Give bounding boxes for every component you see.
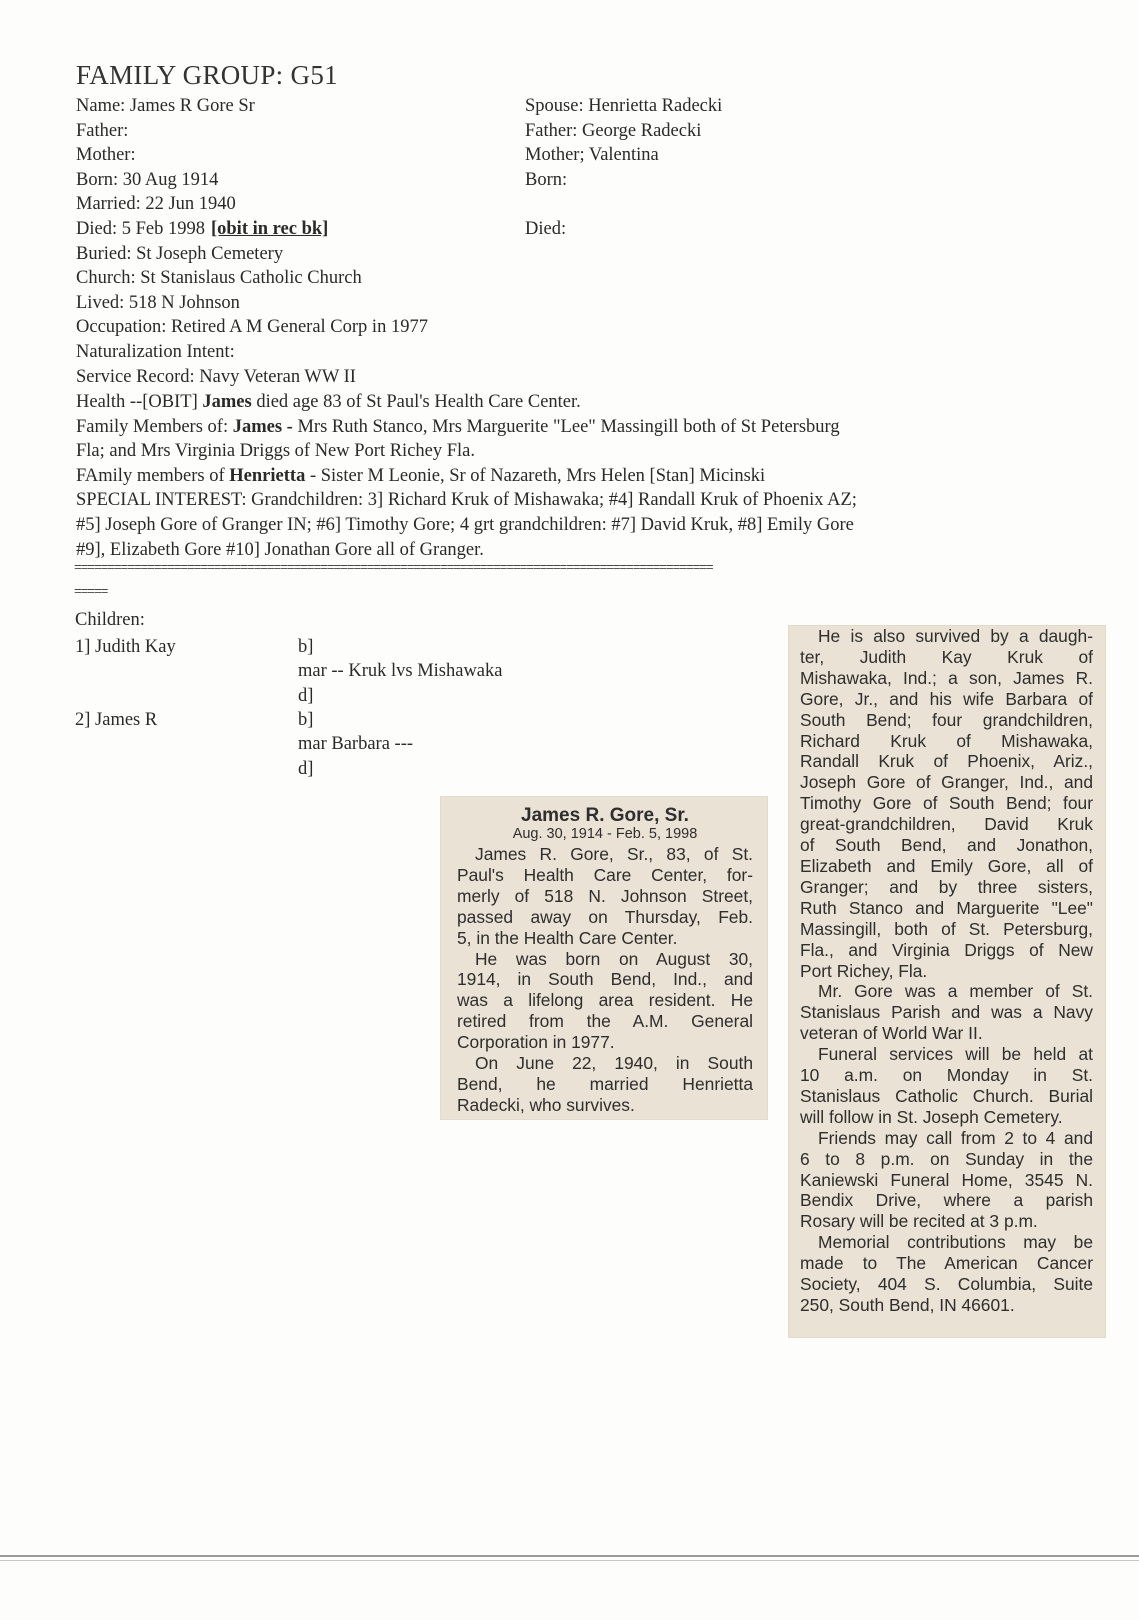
health-rest: died age 83 of St Paul's Health Care Center.: [251, 392, 581, 412]
obituary-clipping-1: [441, 797, 767, 1119]
clip2-line: 10 a.m. on Monday in St.: [800, 1065, 1093, 1086]
child-2-details: [298, 708, 413, 781]
clip2-line: Bendix Drive, where a parish: [800, 1190, 1093, 1211]
spouse-details: [525, 94, 722, 242]
clip2-line: Stanislaus Catholic Church. Burial: [800, 1085, 1093, 1106]
obituary-clipping-2: [789, 626, 1105, 1337]
hfamily-rest: - Sister M Leonie, Sr of Nazareth, Mrs Helen [Stan] Micinski: [305, 465, 766, 486]
child-1-married: mar -- Kruk lvs Mishawaka: [298, 661, 503, 682]
clip2-line: Elizabeth and Emily Gore, all of: [800, 855, 1093, 876]
husband-born: Born: 30 Aug 1914: [76, 169, 219, 190]
special-interest-1: SPECIAL INTEREST: Grandchildren: 3] Richard Kruk of Mishawaka; #4] Randall Kruk of Phoenix AZ;: [76, 490, 857, 511]
clip2-line: made to The American Cancer: [800, 1253, 1093, 1274]
family-prefix: Family Members of:: [76, 416, 233, 437]
clip2-line: Gore, Jr., and his wife Barbara of: [800, 688, 1093, 709]
clip2-line: 6 to 8 p.m. on Sunday in the: [800, 1148, 1093, 1169]
clip2-line: Port Richey, Fla.: [800, 960, 928, 981]
clip1-line: Bend, he married Henrietta: [457, 1073, 753, 1094]
clip2-line: He is also survived by a daugh-: [818, 626, 1093, 646]
clip2-line: veteran of World War II.: [800, 1023, 983, 1044]
family-name: James -: [232, 416, 298, 437]
husband-church: Church: St Stanislaus Catholic Church: [76, 268, 362, 289]
child-2-born: b]: [298, 710, 314, 730]
clip1-line: On June 22, 1940, in South: [475, 1053, 753, 1074]
clip2-line: great-grandchildren, David Kruk: [800, 814, 1093, 835]
clip2-line: Society, 404 S. Columbia, Suite: [800, 1274, 1093, 1295]
clip2-line: Mishawaka, Ind.; a son, James R.: [800, 667, 1093, 688]
clip2-line: Fla., and Virginia Driggs of New: [800, 939, 1093, 960]
husband-died: Died: 5 Feb 1998: [76, 218, 205, 239]
clip1-line: Radecki, who survives.: [457, 1094, 635, 1115]
clip2-line: Kaniewski Funeral Home, 3545 N.: [800, 1169, 1093, 1190]
husband-mother: Mother:: [76, 145, 136, 166]
clip1-line: retired from the A.M. General: [457, 1011, 753, 1032]
clip2-line: of South Bend, and Jonathon,: [800, 835, 1093, 856]
clip2-line: Randall Kruk of Phoenix, Ariz.,: [800, 751, 1093, 772]
special-interest-3: #9], Elizabeth Gore #10] Jonathan Gore all of Granger.: [76, 539, 484, 560]
clip2-line: Timothy Gore of South Bend; four: [800, 793, 1093, 814]
clip2-line: Mr. Gore was a member of St.: [818, 981, 1093, 1002]
health-note: [76, 390, 857, 415]
child-1-died: d]: [298, 685, 314, 706]
clip2-line: Rosary will be recited at 3 p.m.: [800, 1211, 1038, 1232]
husband-lived: Lived: 518 N Johnson: [76, 292, 240, 313]
husband-buried: Buried: St Joseph Cemetery: [76, 243, 284, 264]
child-2-married: mar Barbara ---: [298, 734, 414, 755]
spouse-born: Born:: [525, 169, 568, 190]
hfamily-name: Henrietta: [229, 465, 306, 486]
clip2-line: Friends may call from 2 to 4 and: [818, 1127, 1093, 1148]
clip1-line: Corporation in 1977.: [457, 1032, 615, 1053]
clip1-line: He was born on August 30,: [475, 948, 753, 969]
children-label: Children:: [75, 610, 145, 630]
clip2-line: Granger; and by three sisters,: [800, 876, 1093, 897]
family-members-note-cont: Fla; and Mrs Virginia Driggs of New Port Richey Fla.: [76, 441, 476, 462]
page-title: FAMILY GROUP: G51: [76, 60, 338, 90]
clip2-line: Stanislaus Parish and was a Navy: [800, 1002, 1093, 1023]
obituary-dates: Aug. 30, 1914 - Feb. 5, 1998: [512, 826, 698, 842]
scan-edge-line: [0, 1555, 1139, 1557]
health-name: James: [202, 392, 252, 412]
health-prefix: Health --[OBIT]: [76, 392, 203, 412]
child-1-name: 1] Judith Kay: [75, 637, 176, 657]
husband-died-row: [76, 217, 428, 242]
spouse-died: Died:: [525, 218, 567, 239]
clip1-line: 1914, in South Bend, Ind., and: [457, 969, 753, 990]
husband-name: Name: James R Gore Sr: [76, 96, 255, 116]
husband-service: Service Record: Navy Veteran WW II: [76, 366, 356, 387]
separator-line: ================================================================================================: [74, 560, 713, 575]
obit-note: [obit in rec bk]: [210, 218, 329, 239]
child-1-born: b]: [298, 637, 314, 657]
husband-father: Father:: [76, 120, 129, 141]
special-interest-2: #5] Joseph Gore of Granger IN; #6] Timothy Gore; 4 grt grandchildren: #7] David Kruk, #8] Emily Gore: [76, 514, 854, 535]
hfamily-prefix: FAmily members of: [76, 465, 230, 486]
family-rest: Mrs Ruth Stanco, Mrs Marguerite "Lee" Massingill both of St Petersburg: [297, 416, 840, 437]
spouse-mother: Mother; Valentina: [525, 145, 659, 166]
clip2-line: South Bend; four grandchildren,: [800, 709, 1093, 730]
husband-details: [76, 94, 428, 389]
clip1-line: 5, in the Health Care Center.: [457, 927, 678, 948]
clip1-line: passed away on Thursday, Feb.: [457, 906, 753, 927]
obituary-heading: James R. Gore, Sr.: [521, 805, 689, 826]
clip1-line: Paul's Health Care Center, for-: [457, 864, 753, 885]
clip2-line: Massingill, both of St. Petersburg,: [800, 918, 1093, 939]
husband-occupation: Occupation: Retired A M General Corp in 1977: [76, 317, 428, 338]
spouse-name: Spouse: Henrietta Radecki: [525, 96, 723, 116]
child-2-died: d]: [298, 758, 314, 779]
clip2-line: Memorial contributions may be: [818, 1232, 1093, 1253]
clip2-line: Funeral services will be held at: [818, 1044, 1093, 1065]
clip2-line: will follow in St. Joseph Cemetery.: [800, 1106, 1063, 1127]
husband-naturalization: Naturalization Intent:: [76, 341, 235, 362]
husband-married: Married: 22 Jun 1940: [76, 194, 236, 215]
notes-section: [76, 390, 857, 562]
child-1-details: [298, 635, 502, 708]
clip2-line: 250, South Bend, IN 46601.: [800, 1295, 1015, 1315]
separator-line-2: =====: [74, 584, 108, 599]
clip1-line: James R. Gore, Sr., 83, of St.: [475, 844, 753, 864]
clip2-line: ter, Judith Kay Kruk of: [800, 646, 1093, 667]
clip2-line: Joseph Gore of Granger, Ind., and: [800, 772, 1093, 793]
child-2-name: 2] James R: [75, 710, 158, 730]
scan-edge-line-2: [0, 1560, 1139, 1561]
clip2-line: Ruth Stanco and Marguerite "Lee": [800, 897, 1093, 918]
clip2-line: Richard Kruk of Mishawaka,: [800, 730, 1093, 751]
clip1-line: was a lifelong area resident. He: [457, 990, 753, 1011]
henrietta-family-note: [76, 464, 857, 489]
family-members-note: [76, 415, 857, 440]
spouse-father: Father: George Radecki: [525, 120, 702, 141]
clip1-line: merly of 518 N. Johnson Street,: [457, 885, 753, 906]
